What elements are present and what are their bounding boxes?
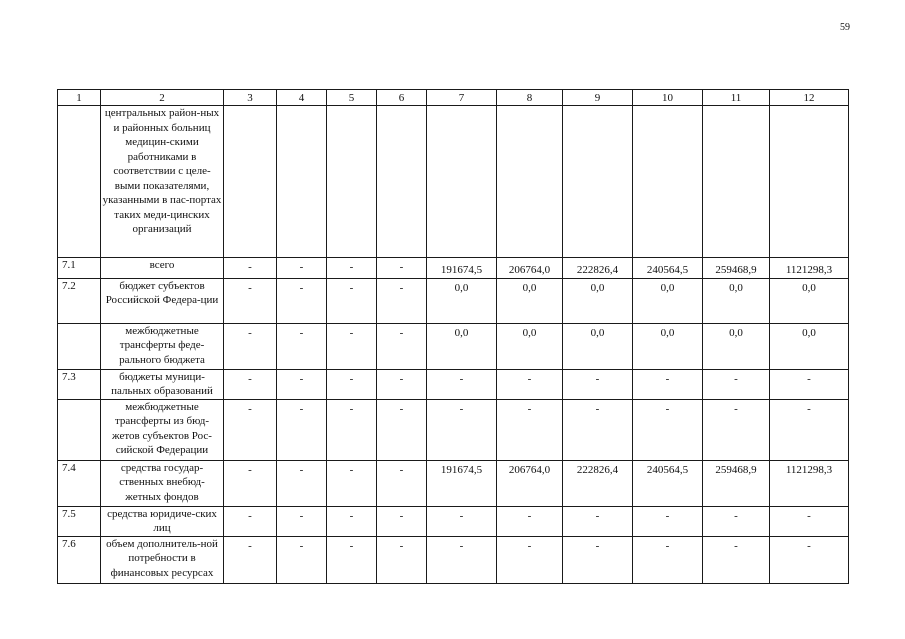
row-value: 0,0 (427, 323, 497, 369)
financing-table (57, 89, 849, 584)
row-value: 0,0 (427, 278, 497, 323)
row-value: - (633, 536, 703, 583)
row-value: - (327, 369, 377, 399)
row-value: - (497, 399, 563, 460)
row-value: - (563, 536, 633, 583)
row-number (58, 323, 101, 369)
row-value (427, 106, 497, 258)
column-header: 1 (58, 90, 101, 106)
row-value: - (277, 323, 327, 369)
row-value: - (770, 506, 849, 536)
row-value: - (277, 536, 327, 583)
row-value: - (427, 399, 497, 460)
row-number: 7.3 (58, 369, 101, 399)
row-value: - (224, 323, 277, 369)
row-value: - (703, 399, 770, 460)
header-row (58, 90, 849, 106)
row-name: средства юридиче-ских лиц (101, 506, 224, 536)
table-row (58, 460, 849, 506)
row-value (497, 106, 563, 258)
row-value: - (327, 506, 377, 536)
row-value (224, 106, 277, 258)
row-value: - (770, 369, 849, 399)
row-value (377, 106, 427, 258)
row-value: - (377, 258, 427, 279)
row-value: - (563, 506, 633, 536)
row-value: 259468,9 (703, 258, 770, 279)
row-value: - (277, 460, 327, 506)
row-value: - (497, 369, 563, 399)
table-row (58, 106, 849, 258)
table-body (58, 106, 849, 584)
column-header: 9 (563, 90, 633, 106)
row-value: - (703, 369, 770, 399)
row-value: - (327, 399, 377, 460)
row-value: 1121298,3 (770, 258, 849, 279)
table-row (58, 399, 849, 460)
row-value: - (224, 399, 277, 460)
row-number (58, 106, 101, 258)
row-value: 0,0 (633, 323, 703, 369)
row-value: 0,0 (497, 323, 563, 369)
column-header: 7 (427, 90, 497, 106)
row-value (703, 106, 770, 258)
row-value: - (277, 369, 327, 399)
row-value: - (633, 399, 703, 460)
row-value: - (563, 399, 633, 460)
row-name: всего (101, 258, 224, 279)
row-number: 7.4 (58, 460, 101, 506)
column-header: 8 (497, 90, 563, 106)
row-name: средства государ-ственных внебюд-жетных фондов (101, 460, 224, 506)
row-value (277, 106, 327, 258)
row-value: - (327, 323, 377, 369)
row-value: - (703, 536, 770, 583)
column-header: 2 (101, 90, 224, 106)
row-number: 7.5 (58, 506, 101, 536)
row-value: 191674,5 (427, 460, 497, 506)
row-value: - (224, 536, 277, 583)
row-value: - (327, 460, 377, 506)
row-value: - (497, 536, 563, 583)
row-value: - (563, 369, 633, 399)
row-value: - (327, 536, 377, 583)
row-name: бюджет субъектов Российской Федера-ции (101, 278, 224, 323)
row-value: 191674,5 (427, 258, 497, 279)
row-value: - (497, 506, 563, 536)
row-value: - (377, 536, 427, 583)
row-value: - (224, 460, 277, 506)
row-value: 222826,4 (563, 258, 633, 279)
row-value: - (633, 369, 703, 399)
row-value: 240564,5 (633, 258, 703, 279)
column-header: 10 (633, 90, 703, 106)
row-value: 206764,0 (497, 460, 563, 506)
row-value (327, 106, 377, 258)
row-value: - (277, 399, 327, 460)
row-value: - (224, 278, 277, 323)
row-value: - (224, 369, 277, 399)
row-name: объем дополнитель-ной потребности в финансовых ресурсах (101, 536, 224, 583)
table-row (58, 536, 849, 583)
row-value: 1121298,3 (770, 460, 849, 506)
row-number (58, 399, 101, 460)
row-value: - (427, 536, 497, 583)
row-value: - (224, 258, 277, 279)
row-number: 7.1 (58, 258, 101, 279)
row-value (770, 106, 849, 258)
column-header: 11 (703, 90, 770, 106)
column-header: 4 (277, 90, 327, 106)
table-row (58, 369, 849, 399)
row-value: - (377, 460, 427, 506)
row-value: - (277, 278, 327, 323)
row-value: - (327, 258, 377, 279)
table-row (58, 278, 849, 323)
row-value: - (377, 369, 427, 399)
row-value: - (277, 506, 327, 536)
page-number: 59 (840, 22, 850, 33)
row-value: 0,0 (563, 323, 633, 369)
row-value: 0,0 (633, 278, 703, 323)
row-name: бюджеты муници-пальных образований (101, 369, 224, 399)
row-value: - (427, 369, 497, 399)
row-value: 259468,9 (703, 460, 770, 506)
table-row (58, 323, 849, 369)
row-value: 0,0 (563, 278, 633, 323)
row-value: - (377, 506, 427, 536)
row-name: межбюджетные трансферты феде-рального бюджета (101, 323, 224, 369)
row-value: - (327, 278, 377, 323)
row-value: 222826,4 (563, 460, 633, 506)
row-value: - (633, 506, 703, 536)
row-value: - (427, 506, 497, 536)
column-header: 6 (377, 90, 427, 106)
column-header: 12 (770, 90, 849, 106)
row-value: - (277, 258, 327, 279)
row-value: 0,0 (703, 278, 770, 323)
column-header: 3 (224, 90, 277, 106)
table-row (58, 506, 849, 536)
row-value: - (770, 536, 849, 583)
row-value: 206764,0 (497, 258, 563, 279)
row-value: - (377, 399, 427, 460)
row-value: - (377, 278, 427, 323)
row-value: 0,0 (770, 323, 849, 369)
column-header: 5 (327, 90, 377, 106)
row-value (563, 106, 633, 258)
row-value: 0,0 (497, 278, 563, 323)
row-value (633, 106, 703, 258)
row-number: 7.2 (58, 278, 101, 323)
row-value: 0,0 (703, 323, 770, 369)
row-value: - (703, 506, 770, 536)
row-value: 240564,5 (633, 460, 703, 506)
row-name: межбюджетные трансферты из бюд-жетов субъектов Рос-сийской Федерации (101, 399, 224, 460)
row-name: центральных район-ных и районных больниц медицин-скими работниками в соответствии с целе-выми показателями, указанными в пас-портах таких меди-цинских организаций (101, 106, 224, 258)
row-value: 0,0 (770, 278, 849, 323)
table-row (58, 258, 849, 279)
row-number: 7.6 (58, 536, 101, 583)
row-value: - (224, 506, 277, 536)
row-value: - (377, 323, 427, 369)
row-value: - (770, 399, 849, 460)
